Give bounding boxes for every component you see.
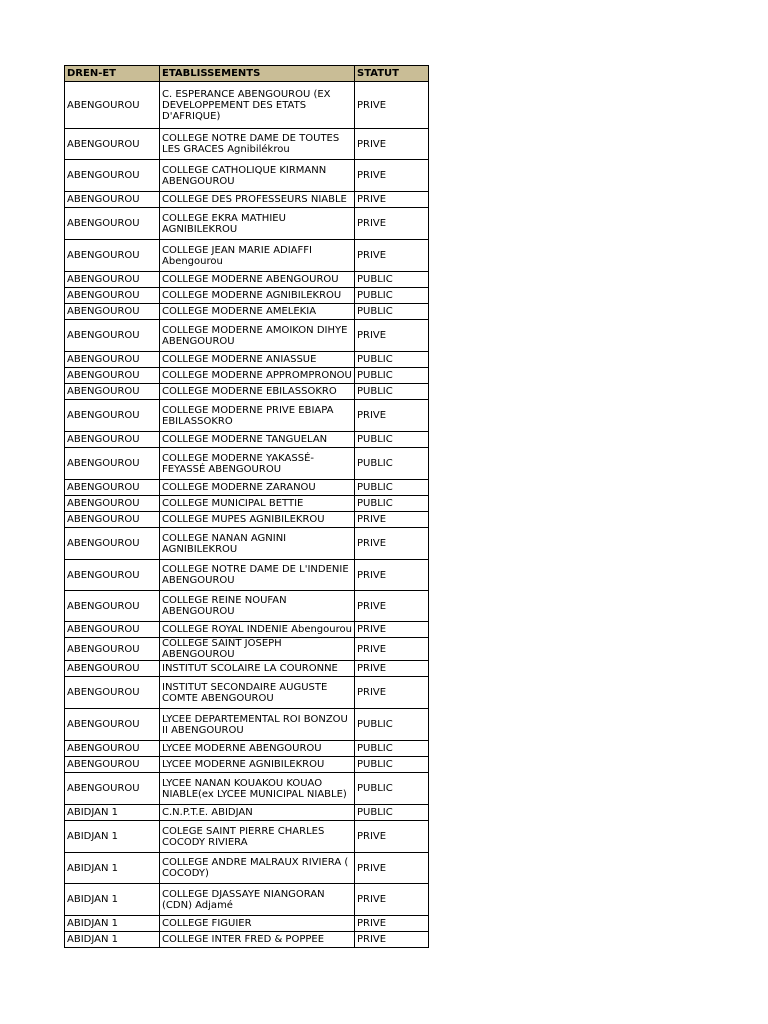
cell-etablissement: COLLEGE ROYAL INDENIE Abengourou xyxy=(160,622,355,638)
cell-etablissement: COLLEGE SAINT JOSEPH ABENGOUROU xyxy=(160,638,355,661)
cell-dren-et: ABENGOUROU xyxy=(65,496,160,512)
header-etablissements: ETABLISSEMENTS xyxy=(160,66,355,82)
cell-etablissement: COLLEGE MODERNE EBILASSOKRO xyxy=(160,384,355,400)
cell-statut: PUBLIC xyxy=(355,368,429,384)
cell-dren-et: ABENGOUROU xyxy=(65,400,160,432)
cell-statut: PRIVE xyxy=(355,821,429,853)
cell-dren-et: ABIDJAN 1 xyxy=(65,884,160,916)
cell-etablissement: COLLEGE DJASSAYE NIANGORAN (CDN) Adjamé xyxy=(160,884,355,916)
cell-etablissement: COLLEGE MODERNE TANGUELAN xyxy=(160,432,355,448)
header-dren-et: DREN-ET xyxy=(65,66,160,82)
cell-statut: PRIVE xyxy=(355,932,429,948)
table-row xyxy=(65,480,429,496)
table-row xyxy=(65,352,429,368)
cell-dren-et: ABIDJAN 1 xyxy=(65,821,160,853)
cell-statut: PRIVE xyxy=(355,528,429,560)
table-row xyxy=(65,160,429,192)
table-row xyxy=(65,448,429,480)
cell-statut: PUBLIC xyxy=(355,805,429,821)
cell-etablissement: COLLEGE MODERNE AMOIKON DIHYE ABENGOUROU xyxy=(160,320,355,352)
cell-etablissement: COLLEGE REINE NOUFAN ABENGOUROU xyxy=(160,591,355,622)
cell-dren-et: ABENGOUROU xyxy=(65,741,160,757)
table-row xyxy=(65,288,429,304)
cell-statut: PUBLIC xyxy=(355,448,429,480)
cell-dren-et: ABENGOUROU xyxy=(65,709,160,741)
table-row xyxy=(65,240,429,272)
cell-etablissement: INSTITUT SECONDAIRE AUGUSTE COMTE ABENGOUROU xyxy=(160,677,355,709)
table-row xyxy=(65,741,429,757)
cell-dren-et: ABENGOUROU xyxy=(65,368,160,384)
cell-dren-et: ABENGOUROU xyxy=(65,304,160,320)
table-row xyxy=(65,192,429,208)
cell-dren-et: ABENGOUROU xyxy=(65,352,160,368)
cell-dren-et: ABENGOUROU xyxy=(65,560,160,591)
cell-dren-et: ABIDJAN 1 xyxy=(65,916,160,932)
table-row xyxy=(65,622,429,638)
cell-statut: PRIVE xyxy=(355,208,429,240)
cell-etablissement: LYCEE NANAN KOUAKOU KOUAO NIABLE(ex LYCEE MUNICIPAL NIABLE) xyxy=(160,773,355,805)
cell-statut: PUBLIC xyxy=(355,352,429,368)
cell-statut: PRIVE xyxy=(355,400,429,432)
cell-etablissement: COLLEGE NANAN AGNINI AGNIBILEKROU xyxy=(160,528,355,560)
cell-dren-et: ABENGOUROU xyxy=(65,677,160,709)
cell-dren-et: ABENGOUROU xyxy=(65,661,160,677)
cell-statut: PUBLIC xyxy=(355,304,429,320)
cell-dren-et: ABENGOUROU xyxy=(65,448,160,480)
cell-dren-et: ABENGOUROU xyxy=(65,320,160,352)
cell-dren-et: ABENGOUROU xyxy=(65,82,160,129)
cell-etablissement: COLLEGE FIGUIER xyxy=(160,916,355,932)
table-row xyxy=(65,773,429,805)
cell-dren-et: ABENGOUROU xyxy=(65,773,160,805)
cell-dren-et: ABENGOUROU xyxy=(65,432,160,448)
cell-statut: PRIVE xyxy=(355,82,429,129)
table-row xyxy=(65,661,429,677)
table-row xyxy=(65,805,429,821)
cell-statut: PRIVE xyxy=(355,560,429,591)
cell-dren-et: ABENGOUROU xyxy=(65,638,160,661)
table-row xyxy=(65,272,429,288)
cell-dren-et: ABIDJAN 1 xyxy=(65,805,160,821)
cell-statut: PRIVE xyxy=(355,884,429,916)
cell-dren-et: ABENGOUROU xyxy=(65,240,160,272)
cell-etablissement: COLLEGE MUPES AGNIBILEKROU xyxy=(160,512,355,528)
cell-etablissement: COLEGE SAINT PIERRE CHARLES COCODY RIVIERA xyxy=(160,821,355,853)
cell-etablissement: LYCEE MODERNE AGNIBILEKROU xyxy=(160,757,355,773)
cell-statut: PUBLIC xyxy=(355,272,429,288)
cell-statut: PUBLIC xyxy=(355,741,429,757)
table-row xyxy=(65,528,429,560)
table-row xyxy=(65,591,429,622)
cell-statut: PRIVE xyxy=(355,916,429,932)
cell-dren-et: ABENGOUROU xyxy=(65,160,160,192)
table-row xyxy=(65,368,429,384)
cell-etablissement: COLLEGE MODERNE ZARANOU xyxy=(160,480,355,496)
table-row xyxy=(65,320,429,352)
cell-etablissement: COLLEGE MUNICIPAL BETTIE xyxy=(160,496,355,512)
table-row xyxy=(65,853,429,884)
cell-etablissement: C. ESPERANCE ABENGOUROU (EX DEVELOPPEMENT DES ETATS D'AFRIQUE) xyxy=(160,82,355,129)
cell-etablissement: COLLEGE INTER FRED & POPPEE xyxy=(160,932,355,948)
cell-statut: PRIVE xyxy=(355,677,429,709)
table-row xyxy=(65,677,429,709)
cell-statut: PRIVE xyxy=(355,638,429,661)
cell-statut: PUBLIC xyxy=(355,709,429,741)
cell-etablissement: LYCEE DEPARTEMENTAL ROI BONZOU II ABENGOUROU xyxy=(160,709,355,741)
cell-statut: PRIVE xyxy=(355,622,429,638)
cell-dren-et: ABENGOUROU xyxy=(65,208,160,240)
cell-dren-et: ABENGOUROU xyxy=(65,384,160,400)
table-row xyxy=(65,916,429,932)
cell-statut: PRIVE xyxy=(355,192,429,208)
table-row xyxy=(65,208,429,240)
header-row xyxy=(65,66,429,82)
cell-etablissement: COLLEGE EKRA MATHIEU AGNIBILEKROU xyxy=(160,208,355,240)
cell-etablissement: LYCEE MODERNE ABENGOUROU xyxy=(160,741,355,757)
table-row xyxy=(65,757,429,773)
cell-statut: PRIVE xyxy=(355,512,429,528)
cell-etablissement: COLLEGE MODERNE APPROMPRONOU xyxy=(160,368,355,384)
table-row xyxy=(65,432,429,448)
cell-dren-et: ABENGOUROU xyxy=(65,480,160,496)
cell-etablissement: COLLEGE MODERNE YAKASSÉ-FEYASSÉ ABENGOUROU xyxy=(160,448,355,480)
cell-etablissement: COLLEGE MODERNE PRIVE EBIAPA EBILASSOKRO xyxy=(160,400,355,432)
table-row xyxy=(65,384,429,400)
table-row xyxy=(65,129,429,160)
table-row xyxy=(65,821,429,853)
cell-statut: PRIVE xyxy=(355,591,429,622)
cell-dren-et: ABENGOUROU xyxy=(65,288,160,304)
cell-statut: PRIVE xyxy=(355,160,429,192)
table-row xyxy=(65,932,429,948)
establishments-table xyxy=(64,65,429,948)
cell-etablissement: COLLEGE CATHOLIQUE KIRMANN ABENGOUROU xyxy=(160,160,355,192)
cell-etablissement: COLLEGE NOTRE DAME DE L'INDENIE ABENGOUROU xyxy=(160,560,355,591)
cell-statut: PUBLIC xyxy=(355,773,429,805)
cell-statut: PUBLIC xyxy=(355,496,429,512)
cell-statut: PUBLIC xyxy=(355,480,429,496)
table-row xyxy=(65,560,429,591)
table-row xyxy=(65,400,429,432)
table-row xyxy=(65,638,429,661)
cell-etablissement: COLLEGE ANDRE MALRAUX RIVIERA ( COCODY) xyxy=(160,853,355,884)
cell-dren-et: ABENGOUROU xyxy=(65,129,160,160)
table-row xyxy=(65,304,429,320)
cell-statut: PRIVE xyxy=(355,853,429,884)
table-row xyxy=(65,709,429,741)
table-row xyxy=(65,884,429,916)
cell-dren-et: ABENGOUROU xyxy=(65,591,160,622)
cell-etablissement: C.N.P.T.E. ABIDJAN xyxy=(160,805,355,821)
header-statut: STATUT xyxy=(355,66,429,82)
cell-etablissement: COLLEGE NOTRE DAME DE TOUTES LES GRACES Agnibilékrou xyxy=(160,129,355,160)
cell-dren-et: ABIDJAN 1 xyxy=(65,853,160,884)
cell-statut: PUBLIC xyxy=(355,757,429,773)
table-row xyxy=(65,496,429,512)
cell-dren-et: ABENGOUROU xyxy=(65,192,160,208)
cell-etablissement: INSTITUT SCOLAIRE LA COURONNE xyxy=(160,661,355,677)
cell-etablissement: COLLEGE MODERNE AMELEKIA xyxy=(160,304,355,320)
cell-dren-et: ABENGOUROU xyxy=(65,512,160,528)
cell-etablissement: COLLEGE MODERNE ABENGOUROU xyxy=(160,272,355,288)
cell-etablissement: COLLEGE MODERNE AGNIBILEKROU xyxy=(160,288,355,304)
cell-dren-et: ABENGOUROU xyxy=(65,757,160,773)
cell-statut: PUBLIC xyxy=(355,384,429,400)
cell-statut: PRIVE xyxy=(355,240,429,272)
cell-statut: PRIVE xyxy=(355,320,429,352)
cell-dren-et: ABENGOUROU xyxy=(65,528,160,560)
cell-dren-et: ABENGOUROU xyxy=(65,272,160,288)
table-row xyxy=(65,82,429,129)
table-row xyxy=(65,512,429,528)
cell-etablissement: COLLEGE JEAN MARIE ADIAFFI Abengourou xyxy=(160,240,355,272)
cell-etablissement: COLLEGE DES PROFESSEURS NIABLE xyxy=(160,192,355,208)
cell-statut: PUBLIC xyxy=(355,288,429,304)
cell-dren-et: ABIDJAN 1 xyxy=(65,932,160,948)
cell-statut: PUBLIC xyxy=(355,432,429,448)
cell-etablissement: COLLEGE MODERNE ANIASSUE xyxy=(160,352,355,368)
cell-dren-et: ABENGOUROU xyxy=(65,622,160,638)
cell-statut: PRIVE xyxy=(355,661,429,677)
cell-statut: PRIVE xyxy=(355,129,429,160)
